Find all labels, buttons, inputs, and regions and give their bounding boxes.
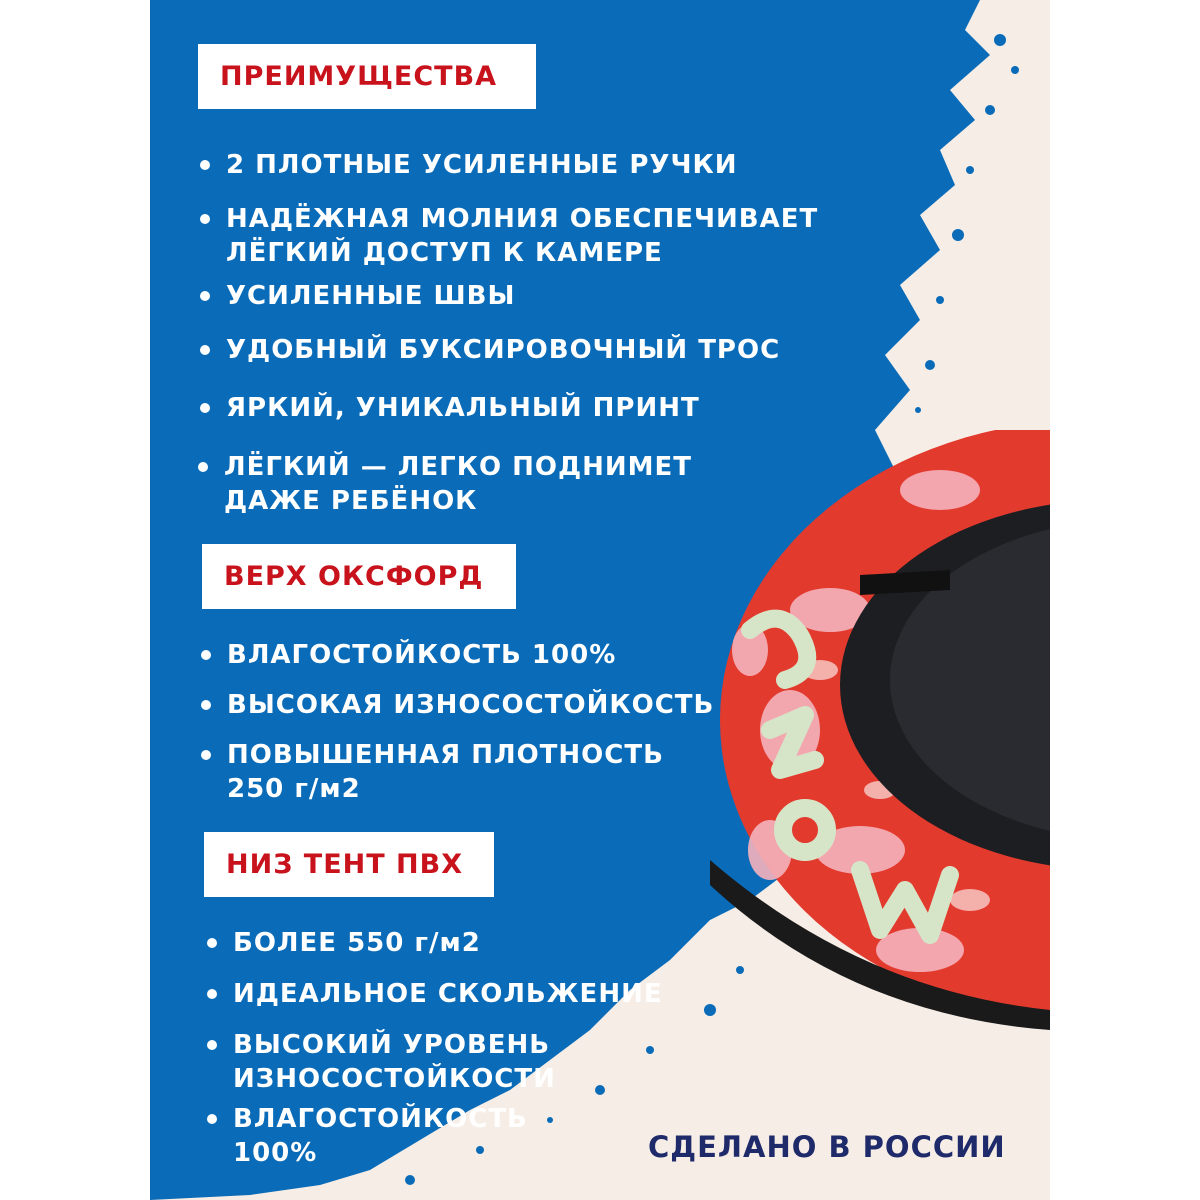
section-title-top-oxford: ВЕРХ ОКСФОРД bbox=[202, 544, 516, 609]
bottom-item: ВЫСОКИЙ УРОВЕНЬ ИЗНОСОСТОЙКОСТИ bbox=[233, 1028, 556, 1096]
bullet-icon bbox=[200, 403, 210, 413]
bottom-item: БОЛЕЕ 550 г/м2 bbox=[233, 926, 481, 960]
bullet-icon bbox=[200, 291, 210, 301]
top-item: ВЛАГОСТОЙКОСТЬ 100% bbox=[227, 638, 616, 672]
bullet-icon bbox=[201, 750, 211, 760]
bottom-item: ИДЕАЛЬНОЕ СКОЛЬЖЕНИЕ bbox=[233, 977, 663, 1011]
top-item: ПОВЫШЕННАЯ ПЛОТНОСТЬ 250 г/м2 bbox=[227, 738, 664, 806]
top-item: ВЫСОКАЯ ИЗНОСОСТОЙКОСТЬ bbox=[227, 688, 714, 722]
bullet-icon bbox=[201, 700, 211, 710]
section-title-advantages: ПРЕИМУЩЕСТВА bbox=[198, 44, 536, 109]
bullet-icon bbox=[207, 1114, 217, 1124]
snow-tube-image bbox=[710, 430, 1050, 1030]
bullet-icon bbox=[200, 160, 210, 170]
section-title-bottom-pvc: НИЗ ТЕНТ ПВХ bbox=[204, 832, 494, 897]
advantage-item: УСИЛЕННЫЕ ШВЫ bbox=[226, 279, 515, 313]
advantage-item: 2 ПЛОТНЫЕ УСИЛЕННЫЕ РУЧКИ bbox=[226, 148, 737, 182]
bullet-icon bbox=[198, 462, 208, 472]
product-card bbox=[150, 0, 1050, 1200]
bullet-icon bbox=[207, 938, 217, 948]
advantage-item: ЛЁГКИЙ — ЛЕГКО ПОДНИМЕТ ДАЖЕ РЕБЁНОК bbox=[224, 450, 692, 518]
bullet-icon bbox=[201, 650, 211, 660]
bullet-icon bbox=[207, 1040, 217, 1050]
advantage-item: НАДЁЖНАЯ МОЛНИЯ ОБЕСПЕЧИВАЕТ ЛЁГКИЙ ДОСТУП К КАМЕРЕ bbox=[226, 202, 818, 270]
advantage-item: ЯРКИЙ, УНИКАЛЬНЫЙ ПРИНТ bbox=[226, 391, 700, 425]
bottom-item: ВЛАГОСТОЙКОСТЬ 100% bbox=[233, 1102, 528, 1170]
bullet-icon bbox=[207, 989, 217, 999]
made-in-russia-label: СДЕЛАНО В РОССИИ bbox=[648, 1130, 1006, 1164]
advantage-item: УДОБНЫЙ БУКСИРОВОЧНЫЙ ТРОС bbox=[226, 333, 780, 367]
bullet-icon bbox=[200, 345, 210, 355]
bullet-icon bbox=[200, 214, 210, 224]
